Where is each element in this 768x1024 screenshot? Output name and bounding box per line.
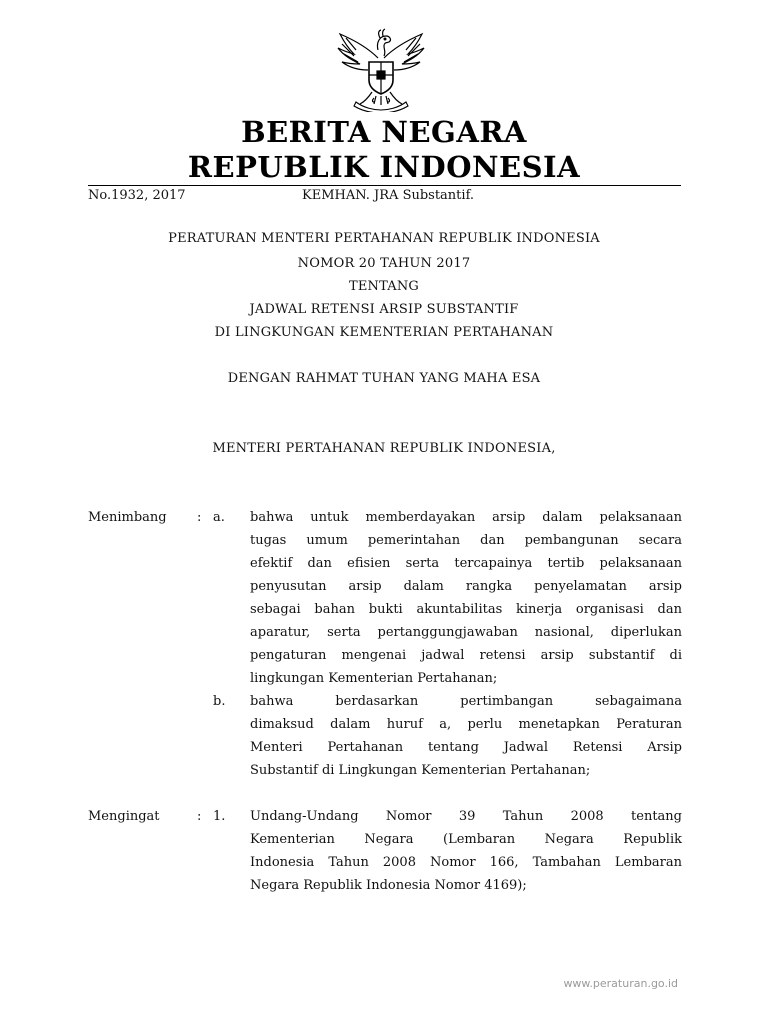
text-line: bahwa untuk memberdayakan arsip dalam pelaksanaan bbox=[250, 510, 682, 525]
menimbang-label: Menimbang bbox=[88, 510, 167, 525]
regulation-subject-line: JADWAL RETENSI ARSIP SUBSTANTIF bbox=[249, 302, 519, 317]
text-line: dimaksud dalam huruf a, perlu menetapkan Peraturan bbox=[250, 717, 682, 732]
mengingat-item-1-marker: 1. bbox=[213, 809, 226, 824]
text-line: Substantif di Lingkungan Kementerian Pertahanan; bbox=[250, 763, 591, 778]
menimbang-item-a-text bbox=[250, 506, 682, 690]
regulation-number-line: NOMOR 20 TAHUN 2017 bbox=[297, 256, 471, 271]
text-line: Menteri Pertahanan tentang Jadwal Retensi Arsip bbox=[250, 740, 682, 755]
text-line: sebagai bahan bukti akuntabilitas kinerja organisasi dan bbox=[250, 602, 682, 617]
menimbang-colon: : bbox=[197, 510, 202, 525]
regulation-subject-line-2: DI LINGKUNGAN KEMENTERIAN PERTAHANAN bbox=[214, 325, 554, 340]
text-line: Negara Republik Indonesia Nomor 4169); bbox=[250, 878, 527, 893]
text-line: bahwa berdasarkan pertimbangan sebagaimana bbox=[250, 694, 682, 709]
preamble-line: DENGAN RAHMAT TUHAN YANG MAHA ESA bbox=[227, 371, 541, 386]
text-line: aparatur, serta pertanggungjawaban nasional, diperlukan bbox=[250, 625, 682, 640]
text-line: Indonesia Tahun 2008 Nomor 166, Tambahan Lembaran bbox=[250, 855, 682, 870]
text-line: penyusutan arsip dalam rangka penyelamatan arsip bbox=[250, 579, 682, 594]
text-line: efektif dan efisien serta tercapainya tertib pelaksanaan bbox=[250, 556, 682, 571]
regulation-title-line: PERATURAN MENTERI PERTAHANAN REPUBLIK INDONESIA bbox=[168, 231, 600, 246]
regulation-about-line: TENTANG bbox=[348, 279, 420, 294]
masthead-subtitle: REPUBLIK INDONESIA bbox=[187, 150, 581, 184]
mengingat-colon: : bbox=[197, 809, 202, 824]
text-line: lingkungan Kementerian Pertahanan; bbox=[250, 671, 498, 686]
masthead-title: BERITA NEGARA bbox=[241, 115, 527, 149]
gazette-number: No.1932, 2017 bbox=[88, 188, 186, 203]
mengingat-item-1-text bbox=[250, 805, 682, 897]
footer-url: www.peraturan.go.id bbox=[563, 977, 678, 990]
gazette-topic: KEMHAN. JRA Substantif. bbox=[302, 188, 475, 203]
header-divider bbox=[88, 185, 681, 186]
mengingat-label: Mengingat bbox=[88, 809, 160, 824]
text-line: Undang-Undang Nomor 39 Tahun 2008 tentang bbox=[250, 809, 682, 824]
garuda-emblem-icon bbox=[334, 28, 428, 112]
menimbang-item-b-marker: b. bbox=[213, 694, 226, 709]
issuer-line: MENTERI PERTAHANAN REPUBLIK INDONESIA, bbox=[212, 441, 556, 456]
text-line: Kementerian Negara (Lembaran Negara Republik bbox=[250, 832, 682, 847]
menimbang-item-b-text bbox=[250, 690, 682, 782]
text-line: pengaturan mengenai jadwal retensi arsip substantif di bbox=[250, 648, 682, 663]
text-line: tugas umum pemerintahan dan pembangunan secara bbox=[250, 533, 682, 548]
menimbang-item-a-marker: a. bbox=[213, 510, 225, 525]
